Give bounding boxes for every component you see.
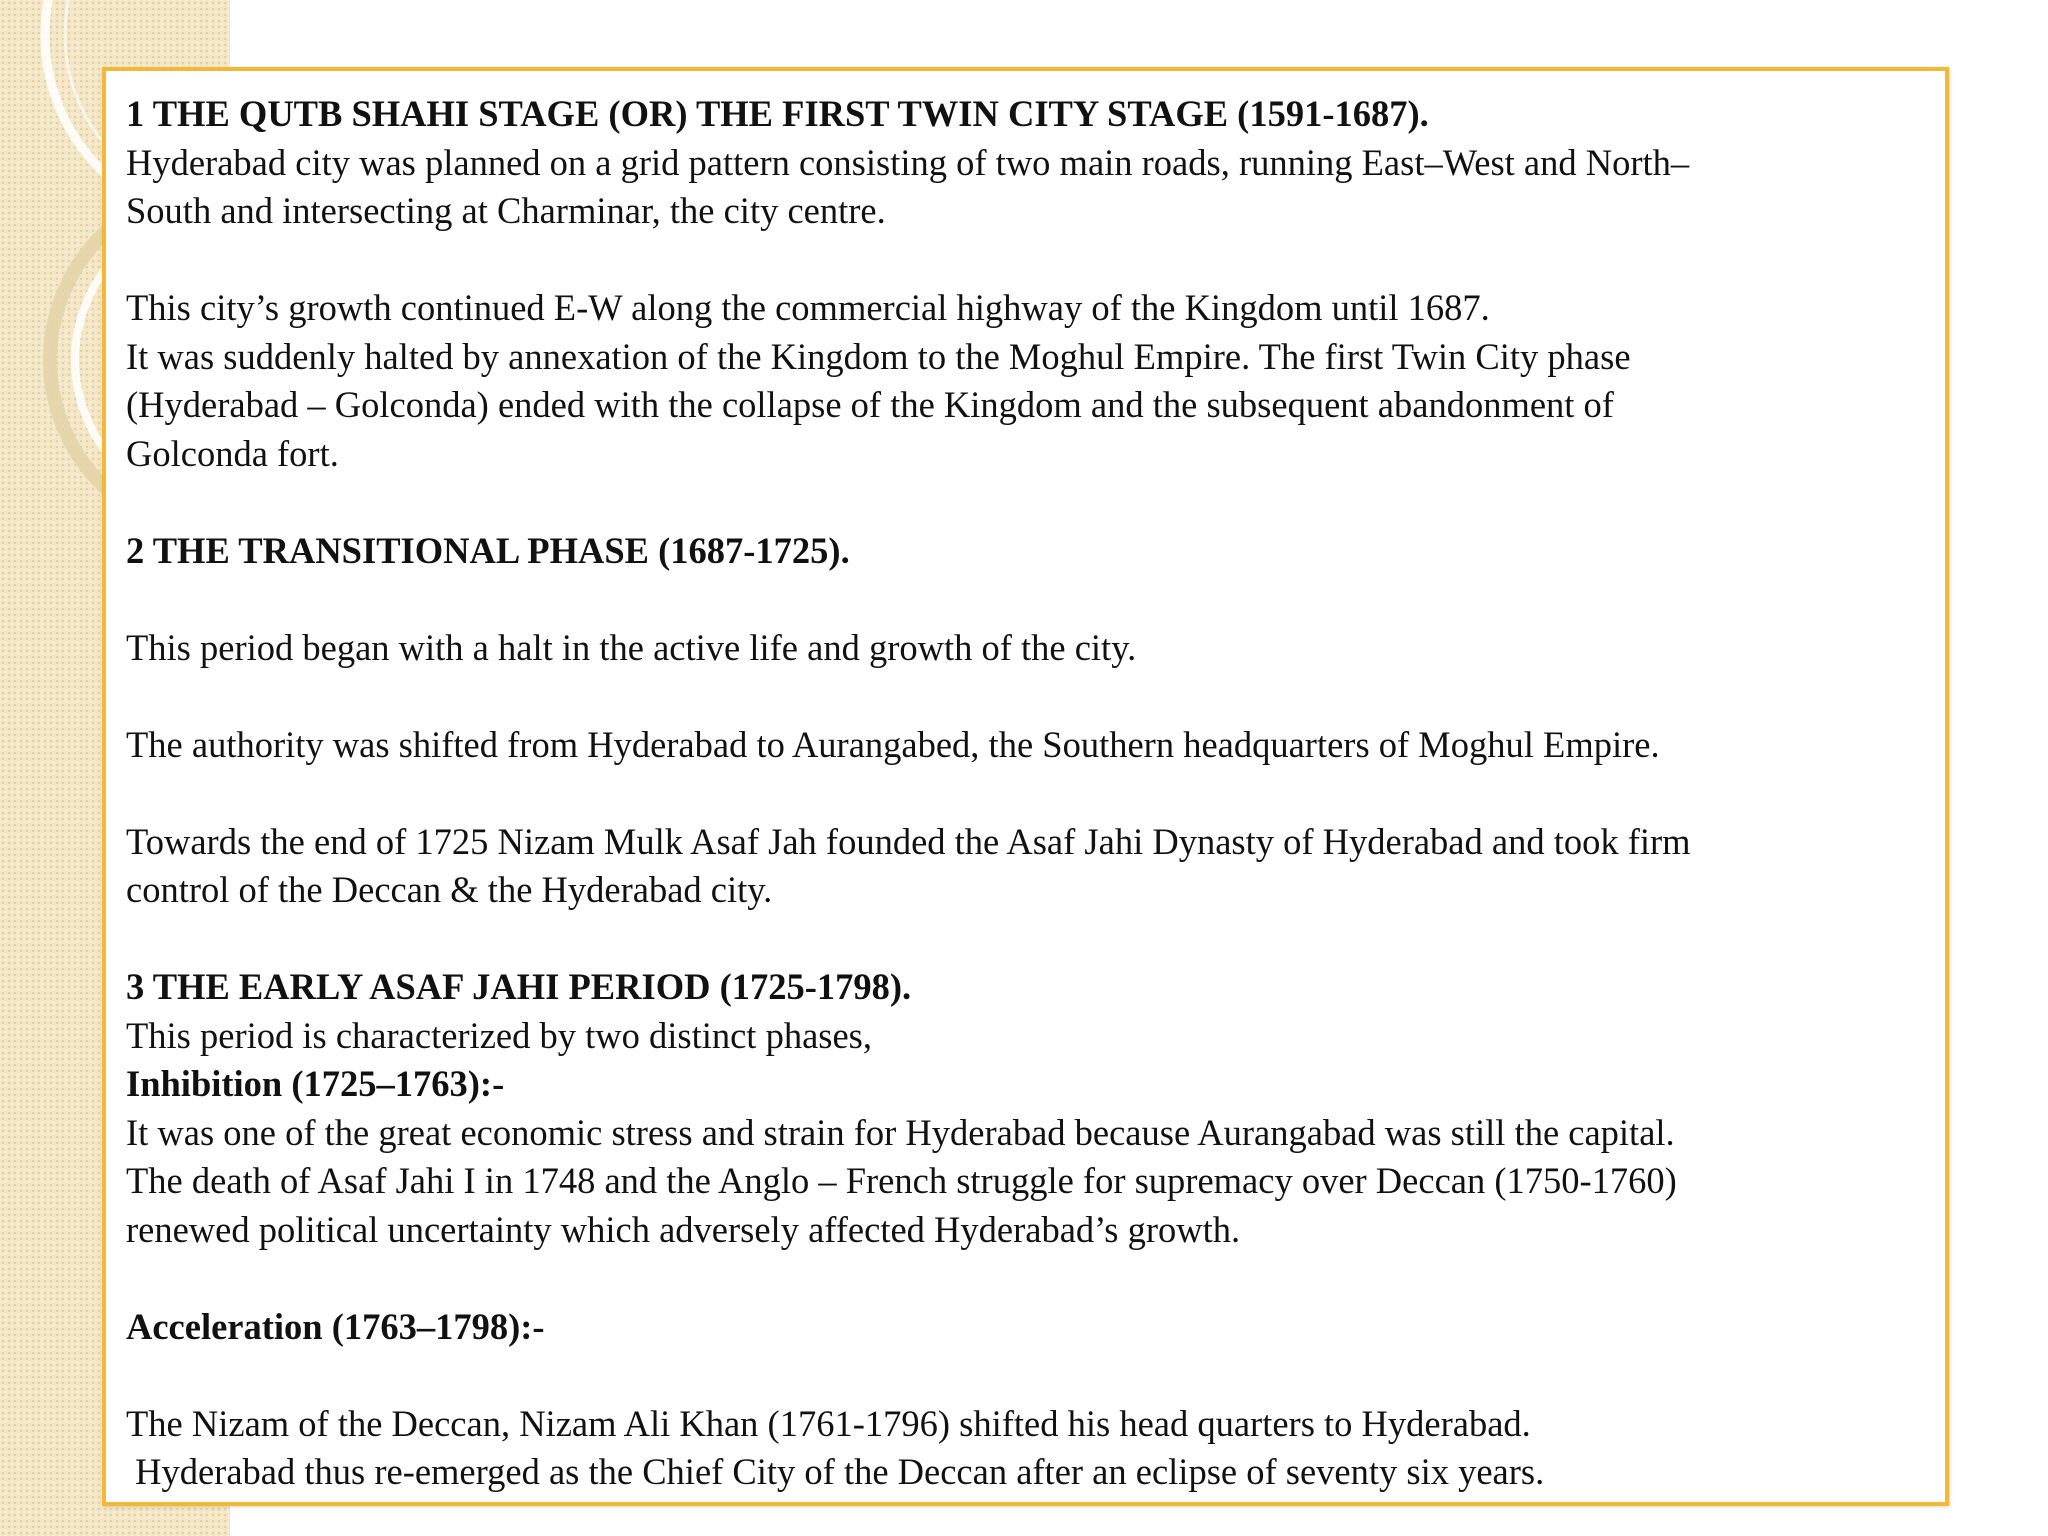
paragraph-line: It was one of the great economic stress and strain for Hyderabad because Aurangabad was still the capital. — [126, 1111, 1675, 1153]
slide-content-box — [102, 67, 1949, 1506]
paragraph-line: It was suddenly halted by annexation of the Kingdom to the Moghul Empire. The first Twin City phase — [126, 335, 1631, 377]
paragraph-line: The death of Asaf Jahi I in 1748 and the Anglo – French struggle for supremacy over Deccan (1750-1760) — [126, 1160, 1677, 1201]
paragraph-line: control of the Deccan & the Hyderabad city. — [126, 869, 773, 910]
section-3-heading: 3 THE EARLY ASAF JAHI PERIOD (1725-1798). — [126, 966, 912, 1007]
blank-line — [126, 915, 1925, 964]
blank-line — [126, 672, 1925, 721]
paragraph-line: renewed political uncertainty which adversely affected Hyderabad’s growth. — [126, 1208, 1241, 1250]
paragraph-line: The authority was shifted from Hyderabad to Aurangabed, the Southern headquarters of Moghul Empire. — [126, 723, 1660, 765]
blank-line — [126, 1254, 1925, 1303]
acceleration-subheading: Acceleration (1763–1798):- — [126, 1305, 545, 1347]
paragraph-line: This period is characterized by two distinct phases, — [126, 1014, 873, 1056]
slide-text — [126, 90, 1925, 1497]
paragraph-line: Golconda fort. — [126, 432, 339, 474]
blank-line — [126, 1351, 1925, 1400]
paragraph-line: South and intersecting at Charminar, the city centre. — [126, 190, 886, 231]
blank-line — [126, 478, 1925, 527]
paragraph-line: This city’s growth continued E-W along the commercial highway of the Kingdom until 1687. — [126, 287, 1490, 328]
section-2-heading: 2 THE TRANSITIONAL PHASE (1687-1725). — [126, 529, 850, 571]
paragraph-line: Towards the end of 1725 Nizam Mulk Asaf Jah founded the Asaf Jahi Dynasty of Hyderabad and took firm — [126, 820, 1691, 862]
paragraph-line: This period began with a halt in the active life and growth of the city. — [126, 626, 1137, 668]
paragraph-line: (Hyderabad – Golconda) ended with the collapse of the Kingdom and the subsequent abandonment of — [126, 384, 1614, 425]
blank-line — [126, 769, 1925, 818]
blank-line — [126, 575, 1925, 624]
blank-line — [126, 236, 1925, 285]
inhibition-subheading: Inhibition (1725–1763):- — [126, 1063, 505, 1104]
paragraph-line: The Nizam of the Deccan, Nizam Ali Khan (1761-1796) shifted his head quarters to Hyderabad. — [126, 1402, 1531, 1444]
paragraph-line: Hyderabad thus re-emerged as the Chief City of the Deccan after an eclipse of seventy six years. — [126, 1451, 1545, 1492]
section-1-heading: 1 THE QUTB SHAHI STAGE (OR) THE FIRST TWIN CITY STAGE (1591-1687). — [126, 93, 1429, 134]
paragraph-line: Hyderabad city was planned on a grid pattern consisting of two main roads, running East–West and North– — [126, 141, 1690, 183]
